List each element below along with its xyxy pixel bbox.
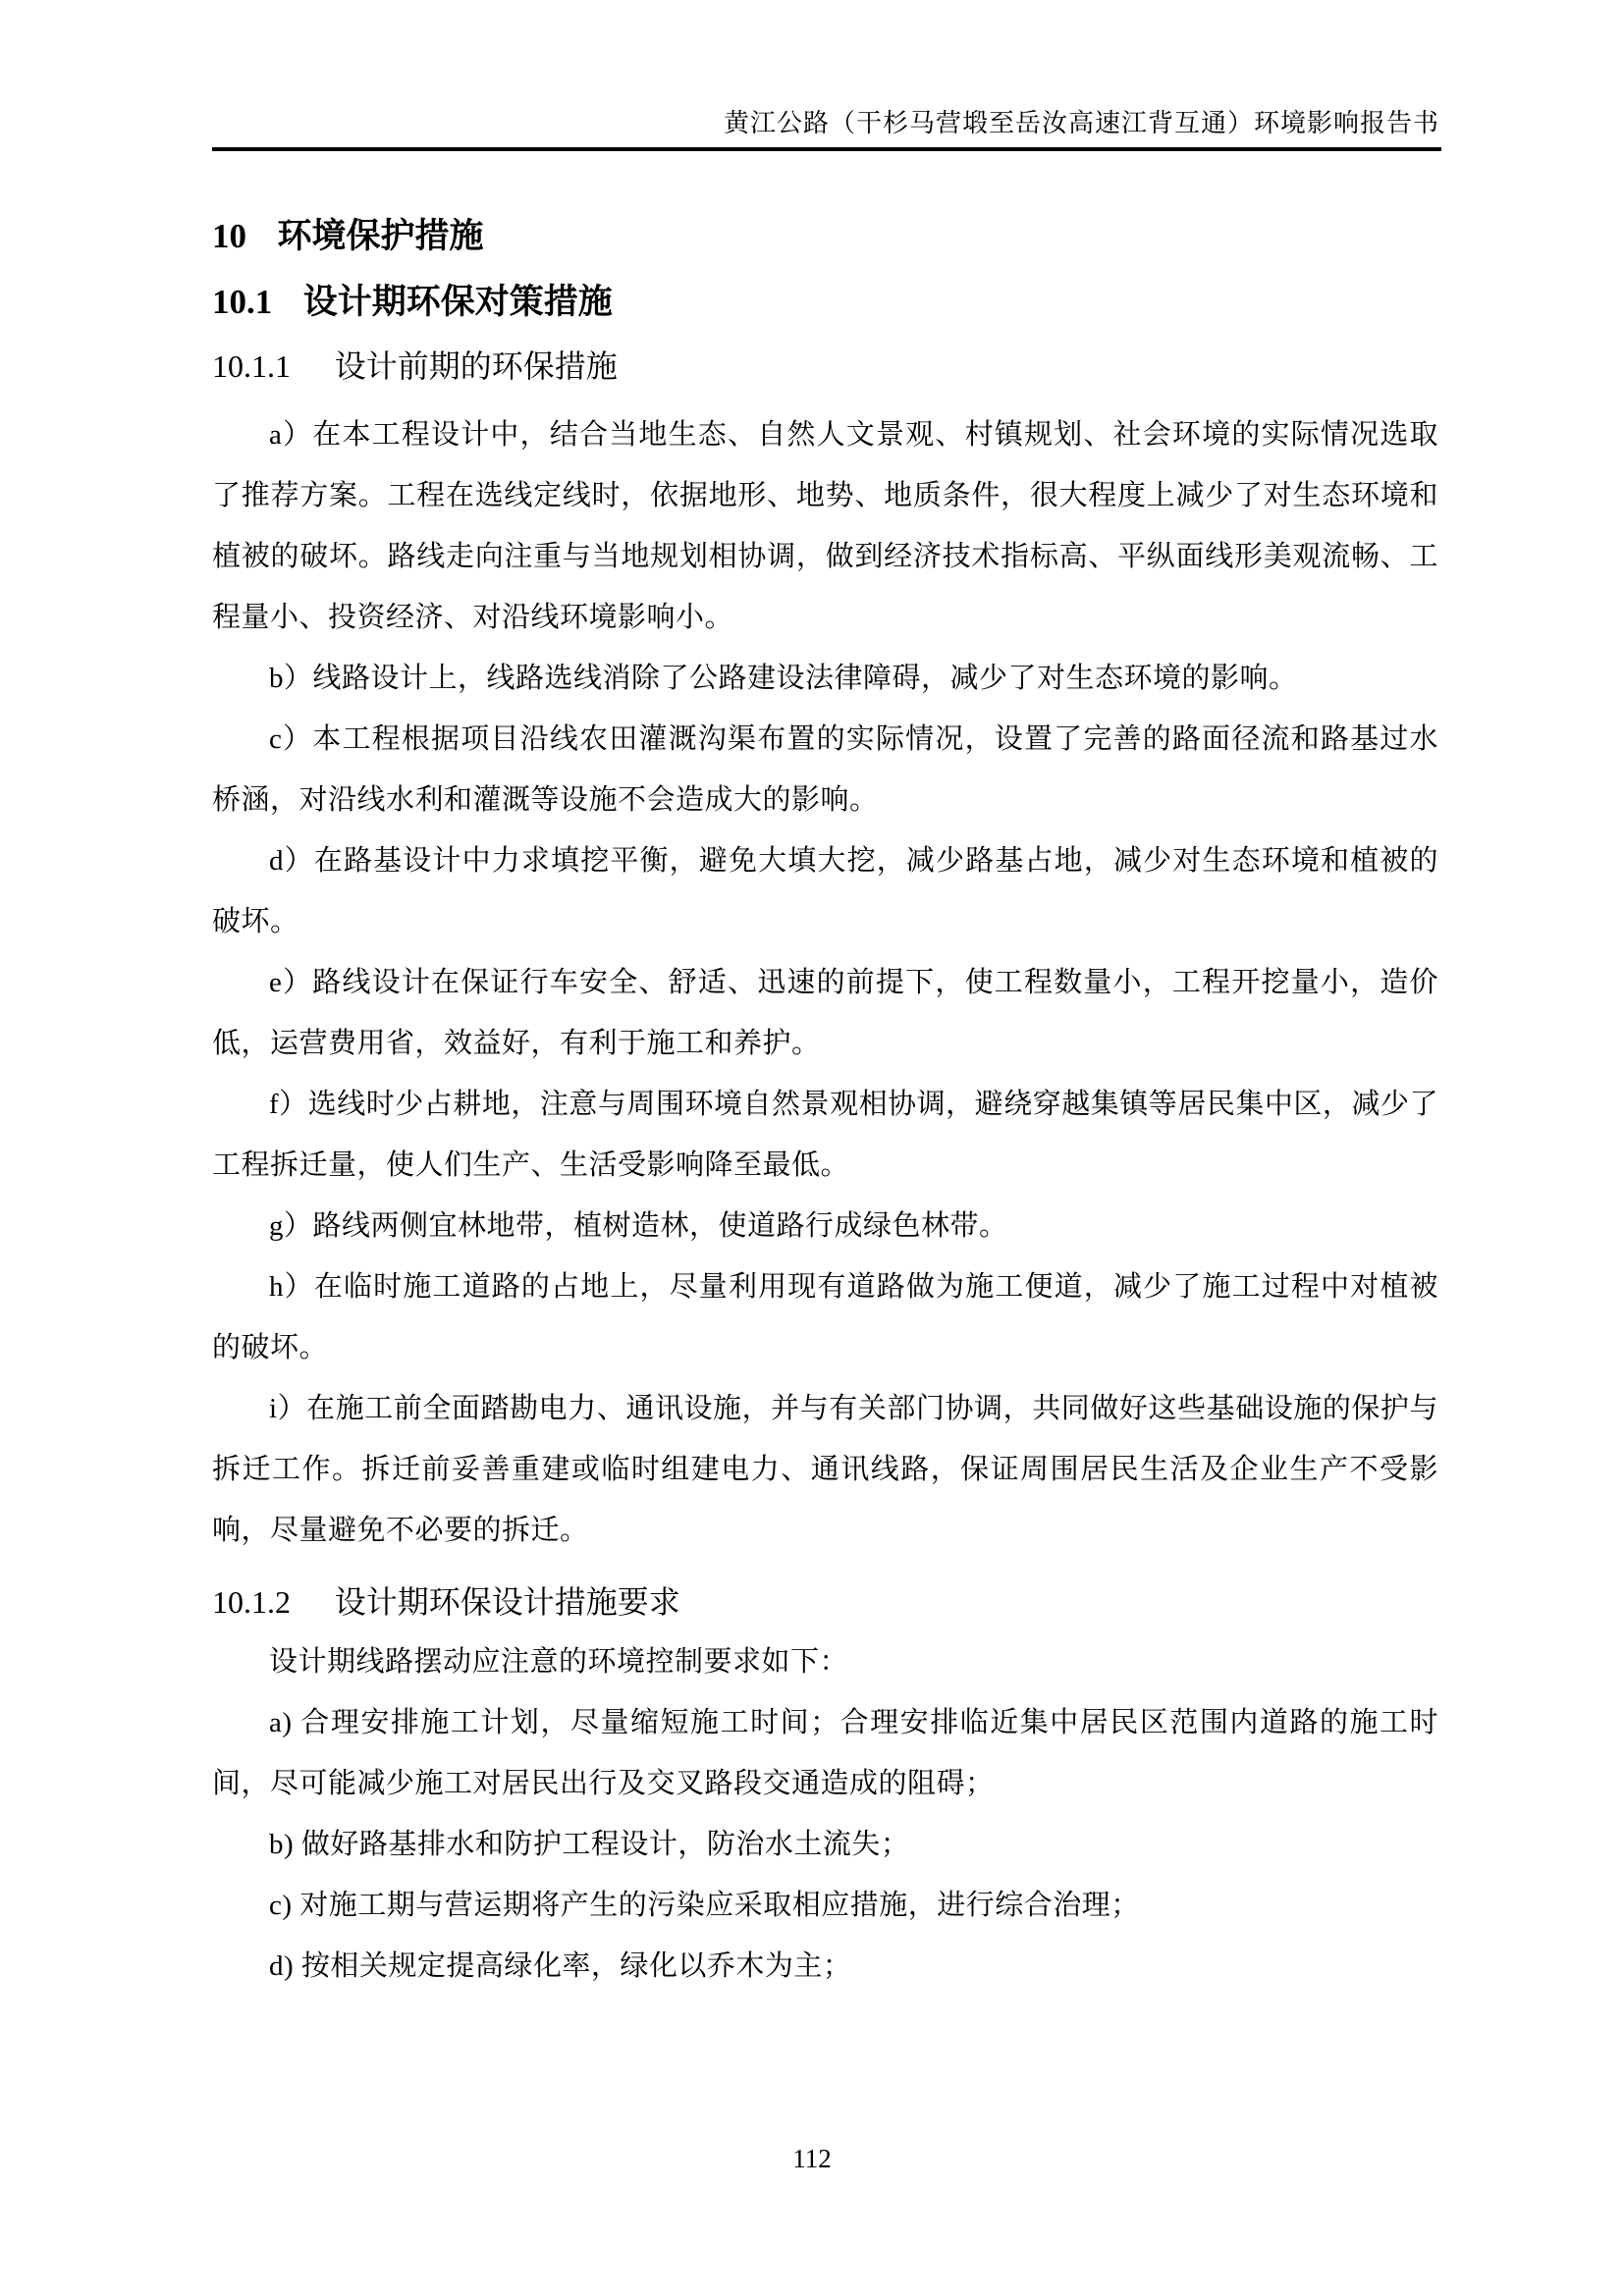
paragraph-g: g）路线两侧宜林地带，植树造林，使道路行成绿色林带。 (269, 1210, 1008, 1242)
header-rule (212, 147, 1441, 151)
requirement-d: d) 按相关规定提高绿化率，绿化以乔木为主； (269, 1950, 852, 1982)
section-title: 设计前期的环保措施 (334, 348, 618, 384)
paragraph-c: c）本工程根据项目沿线农田灌溉沟渠布置的实际情况，设置了完善的路面径流和路基过水桥涵，对沿线水利和灌溉等设施不会造成大的影响。 (212, 723, 1438, 816)
section-title: 环境保护措施 (277, 217, 484, 255)
section-title: 设计期环保对策措施 (302, 283, 613, 321)
section-number: 10.1.1 (212, 348, 291, 384)
section-heading-10-1-2 (212, 1586, 1438, 1618)
page-footer (0, 2146, 1624, 2172)
intro-line: 设计期线路摆动应注意的环境控制要求如下： (269, 1646, 849, 1678)
paragraph-f: f）选线时少占耕地，注意与周围环境自然景观相协调，避绕穿越集镇等居民集中区，减少了工程拆迁量，使人们生产、生活受影响降至最低。 (212, 1089, 1438, 1181)
section-heading-10 (212, 219, 1438, 253)
paragraph-b: b）线路设计上，线路选线消除了公路建设法律障碍，减少了对生态环境的影响。 (269, 663, 1298, 694)
section-heading-10-1-1 (212, 350, 1438, 382)
paragraph-a: a）在本工程设计中，结合当地生态、自然人文景观、村镇规划、社会环境的实际情况选取了推荐方案。工程在选线定线时，依据地形、地势、地质条件，很大程度上减少了对生态环境和植被的破坏。路线走向注重与当地规划相协调，做到经济技术指标高、平纵面线形美观流畅、工程量小、投资经济、对沿线环境影响小。 (212, 419, 1438, 633)
section-heading-10-1 (212, 285, 1438, 319)
paragraph-d: d）在路基设计中力求填挖平衡，避免大填大挖，减少路基占地，减少对生态环境和植被的破坏。 (212, 845, 1438, 937)
section-number: 10 (212, 217, 246, 255)
header-title: 黄江公路（干杉马营塅至岳汝高速江背互通）环境影响报告书 (723, 109, 1439, 137)
requirement-c: c) 对施工期与营运期将产生的污染应采取相应措施，进行综合治理； (269, 1890, 1140, 1921)
page-header (212, 108, 1439, 138)
requirement-b: b) 做好路基排水和防护工程设计，防治水土流失； (269, 1829, 910, 1860)
paragraph-i: i）在施工前全面踏勘电力、通讯设施，并与有关部门协调，共同做好这些基础设施的保护与拆迁工作。拆迁前妥善重建或临时组建电力、通讯线路，保证周围居民生活及企业生产不受影响，尽量避免不必要的拆迁。 (212, 1393, 1438, 1546)
paragraph-h: h）在临时施工道路的占地上，尽量利用现有道路做为施工便道，减少了施工过程中对植被的破坏。 (212, 1271, 1438, 1363)
requirement-a: a) 合理安排施工计划，尽量缩短施工时间；合理安排临近集中居民区范围内道路的施工时间，尽可能减少施工对居民出行及交叉路段交通造成的阻碍； (212, 1707, 1438, 1799)
section-title: 设计期环保设计措施要求 (334, 1584, 680, 1620)
section-number: 10.1 (212, 283, 273, 321)
section-number: 10.1.2 (212, 1584, 291, 1620)
paragraph-e: e）路线设计在保证行车安全、舒适、迅速的前提下，使工程数量小，工程开挖量小，造价低，运营费用省，效益好，有利于施工和养护。 (212, 967, 1438, 1059)
document-content (212, 219, 1438, 1997)
page-number: 112 (792, 2144, 832, 2173)
